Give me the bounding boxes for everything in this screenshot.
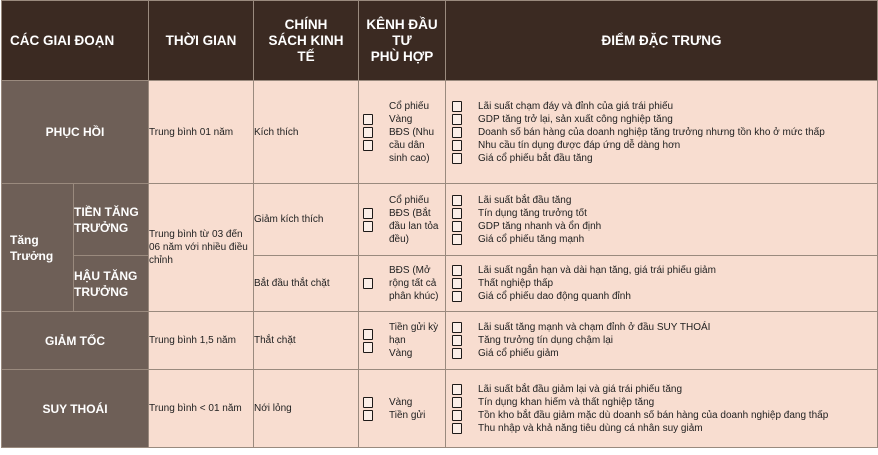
stage-slowdown: GIẢM TỐC <box>2 312 149 370</box>
features-slowdown <box>446 312 878 370</box>
checkbox-icon <box>452 234 462 245</box>
checkbox-icon <box>452 291 462 302</box>
feature-item: GDP tăng trở lại, sản xuất công nghiệp tăng <box>478 113 673 125</box>
checkbox-icon <box>363 278 373 289</box>
stage-post-growth-line1: HẬU TĂNG <box>74 268 138 283</box>
feature-item: Giá cổ phiếu giảm <box>478 348 559 359</box>
channel-item: Vàng <box>389 113 413 125</box>
checkbox-icon <box>452 278 462 289</box>
checkbox-icon <box>452 322 462 333</box>
feature-item: Doanh số bán hàng của doanh nghiệp tăng trưởng nhưng tồn kho ở mức thấp <box>478 126 825 138</box>
channel-item: Cổ phiếu <box>389 100 430 112</box>
feature-item: Giá cổ phiếu bắt đầu tăng <box>478 152 593 164</box>
feature-item: Thất nghiệp thấp <box>478 278 554 289</box>
checkbox-icon <box>452 265 462 276</box>
feature-item: Lãi suất chạm đáy và đỉnh của giá trái phiếu <box>478 100 674 112</box>
channels-pre-growth <box>359 184 446 256</box>
features-pre-growth <box>446 184 878 256</box>
checkbox-icon <box>452 348 462 359</box>
policy-post-growth: Bắt đầu thắt chặt <box>254 256 359 312</box>
checkbox-icon <box>363 127 373 138</box>
stage-recovery: PHỤC HỒI <box>2 81 149 184</box>
feature-item: Lãi suất bắt đầu giảm lại và giá trái phiếu tăng <box>478 383 683 395</box>
features-post-growth <box>446 256 878 312</box>
feature-item: Nhu cầu tín dụng được đáp ứng dễ dàng hơn <box>478 139 681 151</box>
checkbox-icon <box>452 384 462 395</box>
checkbox-icon <box>363 397 373 408</box>
checkbox-icon <box>363 221 373 232</box>
checkbox-icon <box>452 195 462 206</box>
checkbox-icon <box>363 342 373 353</box>
policy-recession: Nới lỏng <box>254 370 359 448</box>
time-growth: Trung bình từ 03 đến 06 năm với nhiều điều chỉnh <box>149 184 254 312</box>
checkbox-icon <box>452 114 462 125</box>
stage-pre-growth <box>74 184 149 256</box>
stage-pre-growth-line2: TRƯỞNG <box>74 220 129 235</box>
row-recovery <box>2 81 878 184</box>
row-recession <box>2 370 878 448</box>
header-channel <box>359 1 446 81</box>
header-stage: CÁC GIAI ĐOẠN <box>2 1 149 81</box>
channels-recovery <box>359 81 446 184</box>
stage-recession: SUY THOÁI <box>2 370 149 448</box>
header-row <box>2 1 878 81</box>
checkbox-icon <box>452 335 462 346</box>
checkbox-icon <box>363 208 373 219</box>
time-recovery: Trung bình 01 năm <box>149 81 254 184</box>
header-time: THỜI GIAN <box>149 1 254 81</box>
header-policy <box>254 1 359 81</box>
checkbox-icon <box>452 127 462 138</box>
header-features: ĐIỂM ĐẶC TRƯNG <box>446 1 878 81</box>
channels-slowdown <box>359 312 446 370</box>
feature-item: Giá cổ phiếu dao động quanh đỉnh <box>478 291 631 302</box>
feature-item: Tín dụng tăng trưởng tốt <box>478 207 587 219</box>
channels-post-growth <box>359 256 446 312</box>
checkbox-icon <box>363 114 373 125</box>
channel-item: Tiền gửi kỳ hạn <box>389 322 439 346</box>
checkbox-icon <box>363 410 373 421</box>
header-policy-line3: TẾ <box>297 48 315 64</box>
checkbox-icon <box>452 397 462 408</box>
row-slowdown <box>2 312 878 370</box>
header-policy-line2: SÁCH KINH <box>268 32 344 48</box>
policy-pre-growth: Giảm kích thích <box>254 184 359 256</box>
channels-recession <box>359 370 446 448</box>
checkbox-icon <box>452 423 462 434</box>
feature-item: Lãi suất tăng mạnh và chạm đỉnh ở đầu SUY THOÁI <box>478 322 711 333</box>
feature-item: Tín dụng khan hiếm và thất nghiệp tăng <box>478 396 655 408</box>
channel-item: Tiền gửi <box>389 409 426 421</box>
checkbox-icon <box>452 140 462 151</box>
feature-item: Lãi suất ngắn hạn và dài hạn tăng, giá trái phiếu giảm <box>478 265 716 276</box>
checkbox-icon <box>452 221 462 232</box>
header-policy-line1: CHÍNH <box>284 16 328 32</box>
channel-item: BĐS (Bắt đầu lan tỏa đều) <box>389 207 439 245</box>
channel-item: Cổ phiếu <box>389 194 430 206</box>
policy-recovery: Kích thích <box>254 81 359 184</box>
policy-slowdown: Thắt chặt <box>254 312 359 370</box>
row-post-growth <box>2 256 878 312</box>
feature-item: Tồn kho bắt đầu giảm mặc dù doanh số bán hàng của doanh nghiệp đang thấp <box>478 409 829 421</box>
time-recession: Trung bình < 01 năm <box>149 370 254 448</box>
stage-growth <box>2 184 74 312</box>
feature-item: Giá cổ phiếu tăng mạnh <box>478 233 585 245</box>
header-channel-line2: PHÙ HỢP <box>370 48 434 64</box>
feature-item: Tăng trưởng tín dụng chậm lại <box>478 335 613 346</box>
channel-item: Vàng <box>389 396 413 408</box>
channel-item: Vàng <box>389 348 413 359</box>
feature-item: Thu nhập và khả năng tiêu dùng cá nhân suy giảm <box>478 422 703 434</box>
row-pre-growth <box>2 184 878 256</box>
checkbox-icon <box>452 101 462 112</box>
checkbox-icon <box>452 208 462 219</box>
stage-post-growth-line2: TRƯỞNG <box>74 284 129 299</box>
checkbox-icon <box>452 153 462 164</box>
economic-cycle-table <box>1 0 878 448</box>
channel-item: BĐS (Mở rộng tất cả phân khúc) <box>389 265 439 302</box>
stage-growth-line1: Tăng <box>10 232 39 247</box>
channel-item: BĐS (Nhu cầu dân sinh cao) <box>389 126 435 164</box>
feature-item: Lãi suất bắt đầu tăng <box>478 194 572 206</box>
time-slowdown: Trung bình 1,5 năm <box>149 312 254 370</box>
checkbox-icon <box>363 329 373 340</box>
stage-growth-line2: Trưởng <box>10 248 54 263</box>
stage-post-growth <box>74 256 149 312</box>
stage-pre-growth-line1: TIỀN TĂNG <box>74 204 139 219</box>
checkbox-icon <box>452 410 462 421</box>
checkbox-icon <box>363 140 373 151</box>
feature-item: GDP tăng nhanh và ổn định <box>478 220 602 232</box>
header-channel-line1: KÊNH ĐẦU TƯ <box>366 16 438 48</box>
features-recession <box>446 370 878 448</box>
features-recovery <box>446 81 878 184</box>
